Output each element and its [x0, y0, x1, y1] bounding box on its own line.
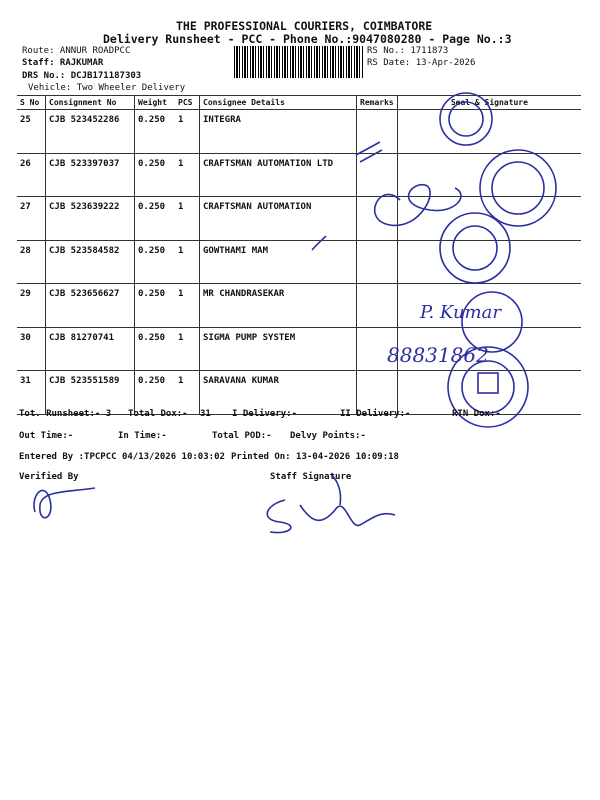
- staff-signature-scrawl: [267, 500, 395, 533]
- row-seal: [397, 240, 581, 284]
- row-seal: [397, 371, 581, 415]
- col-seal: Seal & Signature: [397, 96, 581, 110]
- row-weight: 0.250: [135, 197, 176, 241]
- total-dox-value: 31: [200, 409, 211, 419]
- row-consignee: SARAVANA KUMAR: [200, 371, 357, 415]
- handwritten-name: P. Kumar: [420, 302, 501, 323]
- runsheet-table: [17, 95, 581, 415]
- row-consignee: CRAFTSMAN AUTOMATION: [200, 197, 357, 241]
- table-row: [17, 327, 581, 371]
- row-remarks: [357, 110, 398, 154]
- delvy-points: Delvy Points:-: [290, 431, 366, 441]
- row-weight: 0.250: [135, 240, 176, 284]
- row-consignee: INTEGRA: [200, 110, 357, 154]
- row-sno: 30: [17, 327, 46, 371]
- row-consignment: CJB 81270741: [46, 327, 135, 371]
- verified-by-label: Verified By: [19, 472, 79, 482]
- row-consignment: CJB 523397037: [46, 153, 135, 197]
- row-remarks: [357, 240, 398, 284]
- runsheet-subtitle: Delivery Runsheet - PCC - Phone No.:9047080280 - Page No.:3: [103, 32, 512, 46]
- row-seal: [397, 327, 581, 371]
- row-consignment: CJB 523584582: [46, 240, 135, 284]
- row-remarks: [357, 371, 398, 415]
- out-time: Out Time:-: [19, 431, 74, 441]
- row-weight: 0.250: [135, 327, 176, 371]
- row-consignee: CRAFTSMAN AUTOMATION LTD: [200, 153, 357, 197]
- in-time: In Time:-: [118, 431, 167, 441]
- table-row: [17, 371, 581, 415]
- table-row: [17, 240, 581, 284]
- row-pcs: 1: [175, 197, 200, 241]
- row-sno: 26: [17, 153, 46, 197]
- table-row: [17, 110, 581, 154]
- row-sno: 25: [17, 110, 46, 154]
- row-consignee: SIGMA PUMP SYSTEM: [200, 327, 357, 371]
- row-seal: [397, 284, 581, 328]
- table-row: [17, 153, 581, 197]
- row-consignment: CJB 523551589: [46, 371, 135, 415]
- rtn-dox: RTN Dox:-: [452, 409, 501, 419]
- route-label: Route: ANNUR ROADPCC: [22, 46, 131, 56]
- col-pcs: PCS: [175, 96, 200, 110]
- row-seal: [397, 197, 581, 241]
- i-delivery: I Delivery:-: [232, 409, 298, 419]
- row-sno: 28: [17, 240, 46, 284]
- row-pcs: 1: [175, 327, 200, 371]
- row-remarks: [357, 197, 398, 241]
- verified-by-signature: [34, 488, 95, 518]
- row-sno: 31: [17, 371, 46, 415]
- company-title: THE PROFESSIONAL COURIERS, COIMBATORE: [176, 19, 433, 33]
- row-remarks: [357, 153, 398, 197]
- row-consignment: CJB 523656627: [46, 284, 135, 328]
- row-consignee: MR CHANDRASEKAR: [200, 284, 357, 328]
- row-remarks: [357, 327, 398, 371]
- table-header-row: [17, 96, 581, 110]
- col-sno: S No: [17, 96, 46, 110]
- row-remarks: [357, 284, 398, 328]
- row-sno: 27: [17, 197, 46, 241]
- drs-number: DRS No.: DCJB171187303: [22, 71, 142, 81]
- barcode: [234, 46, 364, 78]
- row-weight: 0.250: [135, 284, 176, 328]
- entered-by: Entered By :TPCPCC 04/13/2026 10:03:02: [19, 452, 225, 462]
- row-pcs: 1: [175, 371, 200, 415]
- row-consignee: GOWTHAMI MAM: [200, 240, 357, 284]
- row-pcs: 1: [175, 240, 200, 284]
- tot-runsheet: Tot. Runsheet:- 3: [19, 409, 112, 419]
- row-seal: [397, 153, 581, 197]
- rs-number: RS No.: 1711873: [367, 46, 449, 56]
- staff-label: Staff: RAJKUMAR: [22, 58, 104, 68]
- row-weight: 0.250: [135, 110, 176, 154]
- printed-on: Printed On: 13-04-2026 10:09:18: [231, 452, 399, 462]
- ii-delivery: II Delivery:-: [340, 409, 411, 419]
- row-weight: 0.250: [135, 371, 176, 415]
- handwritten-phone: 88831862: [387, 343, 489, 367]
- col-consignment: Consignment No: [46, 96, 135, 110]
- row-weight: 0.250: [135, 153, 176, 197]
- row-seal: [397, 110, 581, 154]
- total-pod: Total POD:-: [212, 431, 272, 441]
- row-sno: 29: [17, 284, 46, 328]
- row-pcs: 1: [175, 110, 200, 154]
- row-pcs: 1: [175, 284, 200, 328]
- col-weight: Weight: [135, 96, 176, 110]
- col-consignee: Consignee Details: [200, 96, 357, 110]
- table-row: [17, 197, 581, 241]
- row-pcs: 1: [175, 153, 200, 197]
- row-consignment: CJB 523639222: [46, 197, 135, 241]
- rs-date: RS Date: 13-Apr-2026: [367, 58, 476, 68]
- vehicle-label: Vehicle: Two Wheeler Delivery: [28, 83, 186, 93]
- total-dox-label: Total Dox:-: [128, 409, 188, 419]
- table-row: [17, 284, 581, 328]
- row-consignment: CJB 523452286: [46, 110, 135, 154]
- staff-signature-label: Staff Signature: [270, 472, 352, 482]
- col-remarks: Remarks: [357, 96, 398, 110]
